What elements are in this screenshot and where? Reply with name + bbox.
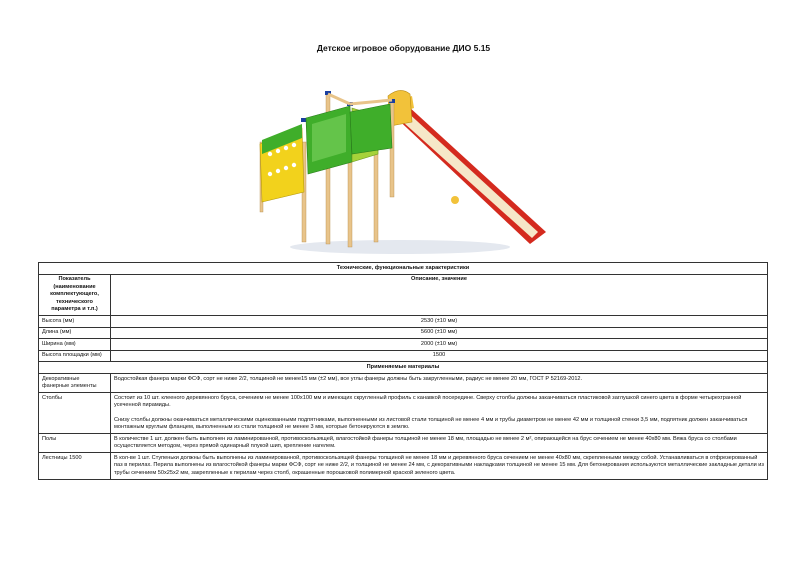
header-param: Показатель (наименование комплектующего, технического параметра и т.п.) [39,274,111,316]
header-value: Описание, значение [111,274,768,316]
roof-bar [328,94,350,104]
table-row [39,316,768,328]
materials-section-header [39,362,768,374]
ground-shadow [290,240,510,254]
text-posts-2: Снизу столбы должны оканчиваться металлическими оцинкованными подпятниками, выполненными из листовой стали толщиной не менее 4 мм и трубы диаметром не менее 42 мм и толщиной стенки 3,5 мм, подпятник должен заканчиваться монтажным круглым фланцем, выполненным из стали толщиной не менее 3 мм, которые бетонируются в землю. [114,416,748,431]
spec-table [38,262,768,480]
roof-bar [350,100,392,104]
table-row [39,434,768,453]
page-title: Детское игровое оборудование ДИО 5.15 [316,43,491,53]
tech-section-title: Технические, функциональные характеристики [39,263,768,275]
param-decorative: Декоративные фанерные элементы [39,374,111,393]
panel-green-right [350,104,392,154]
slide-bump [451,196,459,204]
text-ladders: В кол-ве 1 шт. Ступеньки должны быть выполнены из ламинированной, противоскользящей фанеры толщиной не менее 18 мм и деревянного бруса сечением не менее 40х80 мм, скрепленными между собой. Устанавливаться в отфрезерованный паз в перилах. Перила выполнены из влагостойкой фанеры марки ФСФ, сорт не ниже 2/2, и толщиной не менее 24 мм, с декоративными накладками толщиной не менее 15 мм. Для бетонирования используются металлические закладные детали из трубы сечением 50х25х2 мм, закрепленные к перилам через столб, окрашенные порошковой полимерной краской зеленого цвета. [111,453,768,480]
param-length: Длина (мм) [39,327,111,339]
table-header-row [39,274,768,316]
table-row [39,339,768,351]
param-platform-height: Высота площадки (мм) [39,350,111,362]
stair-hole [276,149,280,153]
tech-section-header [39,263,768,275]
table-row [39,453,768,480]
text-floors: В количестве 1 шт. должен быть выполнен из ламинированной, противоскользящей, влагостойкой фанеры толщиной не менее 18 мм, площадью не менее 2 м², опирающейся на брус сечением не менее 40х80 мм. Вяжа бруса со столбами осуществляется методом, через прямой одинарный плукой шип, крепление нагелем. [111,434,768,453]
table-row [39,393,768,434]
value-height: 2530 (±10 мм) [111,316,768,328]
table-row [39,374,768,393]
param-floors: Полы [39,434,111,453]
stair-hole [284,146,288,150]
param-height: Высота (мм) [39,316,111,328]
param-posts: Столбы [39,393,111,434]
playground-illustration [250,82,550,260]
stair-hole [268,172,272,176]
stair-hole [268,152,272,156]
text-posts: Состоит из 10 шт. клееного деревянного бруса, сечением не менее 100х100 мм и имеющих скругленный профиль с канавкой посередине. Сверху столбы должны заканчиваться пластиковой заглушкой синего цвета в форме четырехгранной усеченной пирамиды. [114,394,742,409]
stair-hole [276,169,280,173]
stair-hole [292,163,296,167]
stair-hole [292,143,296,147]
param-ladders: Лестницы 1500 [39,453,111,480]
paragraph-gap [114,410,764,417]
value-length: 5600 (±10 мм) [111,327,768,339]
stair-hole [284,166,288,170]
table-row [39,327,768,339]
table-row [39,350,768,362]
text-decorative: Водостойкая фанера марки ФСФ, сорт не ниже 2/2, толщиной не менее15 мм (±2 мм), все углы фанеры должны быть закругленными, радиус не менее 20 мм, ГОСТ Р 52169-2012. [111,374,768,393]
materials-section-title: Применяемые материалы [39,362,768,374]
value-platform-height: 1500 [111,350,768,362]
text-posts-cell [111,393,768,434]
slide-surface [394,110,538,238]
param-width: Ширина (мм) [39,339,111,351]
value-width: 2000 (±10 мм) [111,339,768,351]
